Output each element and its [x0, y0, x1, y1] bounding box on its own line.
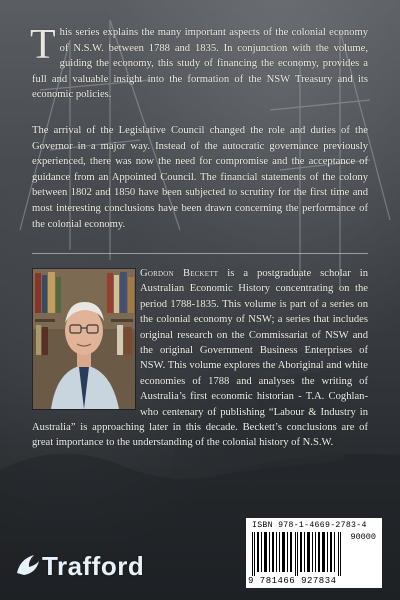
council-paragraph: The arrival of the Legislative Council changed the role and duties of the Governor in a major way. Instead of the autocratic governance previously experienced, there was now the need for compromise and the acceptance of guidance from an Appointed Council. The financial statements of the colony between 1802 and 1850 have been subjected to scrutiny for the first time and most interesting conclusions have been drawn concerning the performance of the colonial economy.: [32, 125, 368, 230]
intro-paragraph: [30, 22, 368, 103]
bird-icon: [14, 551, 40, 581]
drop-cap: T: [30, 22, 56, 68]
publisher-logo: [14, 548, 164, 584]
section-divider: [32, 253, 368, 254]
barcode-bars: [250, 532, 346, 576]
author-name: Gordon Beckett: [140, 268, 219, 279]
author-bio-text: is a postgraduate scholar in Australian Economic History concentrating on the period 1788-1835. This volume is part of a series on the colonial economy of NSW; a series that includes original research on the Commissariat of NSW and the original Government Business Enterprises of NSW. This volume explores the Aboriginal and white economies of 1788 and analyses the writing of Australia’s first economic historian - T.A. Coghlan- who centenary of publishing “Labour & Industry in Australia” is approaching later in this decade. Beckett’s conclusions are of great importance to the understanding of the colonial history of N.S.W.: [32, 268, 368, 449]
isbn-barcode: [246, 518, 382, 588]
ean-digits: 9 781466 927834: [248, 576, 337, 586]
author-photo: [32, 268, 136, 410]
intro-paragraph-text: his series explains the many important aspects of the colonial economy of N.S.W. between 1788 and 1835. In conjunction with the volume, guiding the economy, this study of financing the economy, provides a full and valuable insight into the formation of the NSW Treasury and its economic policies.: [32, 27, 368, 101]
isbn-number: ISBN 978-1-4669-2783-4: [252, 521, 367, 530]
price-code: 90000: [350, 532, 376, 542]
publisher-name: Trafford: [42, 550, 145, 581]
